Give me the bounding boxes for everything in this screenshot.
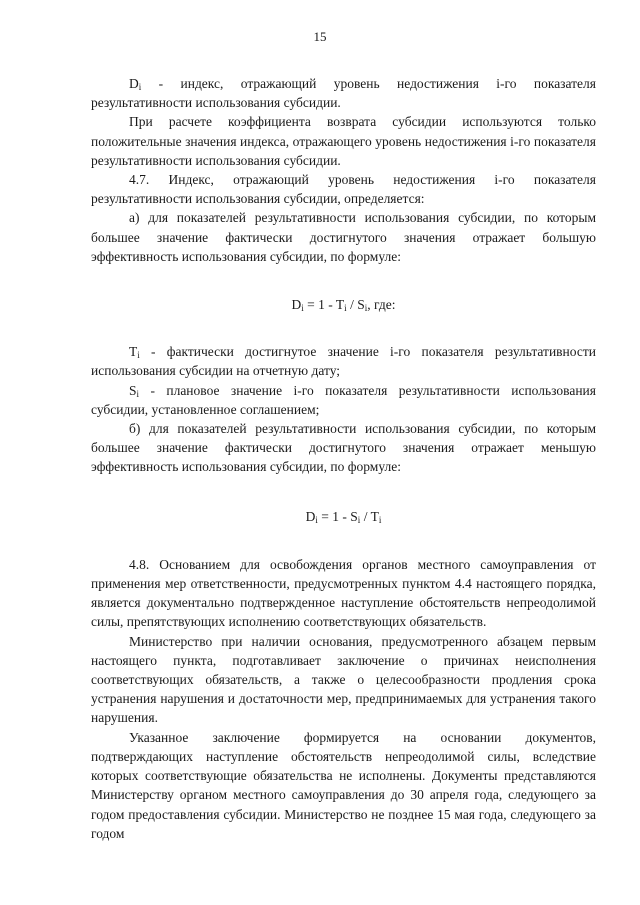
- paragraph-coefficient-note: При расчете коэффициента возврата субсидии используются только положительные значения индекса, отражающего уровень недостижения i-го показателя результативности использования субсидии.: [91, 114, 596, 168]
- formula-2-s-sub: i: [357, 514, 361, 525]
- formula-2-d: D: [305, 508, 316, 524]
- formula-2-t: T: [370, 508, 379, 524]
- paragraph-documents: Указанное заключение формируется на основании документов, подтверждающих наступление обстоятельств непреодолимой силы, вследствие которых соответствующие обязательства не исполнены. Документы представляются Министерству органом местного самоуправления до 30 апреля года, следующего за годом предоставления субсидии. Министерство не позднее 15 мая года, следующего за годом: [91, 729, 596, 841]
- formula-2-d-sub: i: [315, 514, 318, 525]
- paragraph-4-7-a: а) для показателей результативности использования субсидии, по которым большее значение фактически достигнутого значения отражает большую эффективность использования субсидии, по формуле:: [91, 210, 596, 264]
- formula-1-s-sub: i: [364, 303, 368, 314]
- formula-2: [91, 507, 596, 526]
- page-number: 15: [313, 29, 327, 44]
- paragraph-4-7: 4.7. Индекс, отражающий уровень недостижения i-го показателя результативности использования субсидии, определяется:: [91, 172, 596, 207]
- formula-2-s: S: [350, 508, 358, 524]
- formula-1-t: T: [335, 297, 345, 313]
- formula-1: [91, 295, 596, 314]
- formula-2-eq: = 1 -: [317, 508, 351, 524]
- formula-1-div: /: [346, 297, 358, 313]
- formula-2-t-sub: i: [378, 514, 382, 525]
- definition-si: $S_i$ - плановое значение i-го показателя результативности использования субсидии, установленное соглашением;: [91, 382, 596, 417]
- formula-1-eq: = 1 -: [303, 297, 336, 313]
- formula-1-d-sub: i: [301, 303, 304, 314]
- formula-1-d: D: [291, 297, 302, 313]
- formula-1-t-sub: i: [344, 303, 347, 314]
- formula-2-div: /: [360, 508, 371, 524]
- definition-ti: $T_i$ - фактически достигнутое значение i-го показателя результативности использования субсидии на отчетную дату;: [91, 344, 596, 379]
- formula-1-tail: , где:: [367, 297, 396, 313]
- paragraph-ministry-conclusion: Министерство при наличии основания, предусмотренного абзацем первым настоящего пункта, подготавливает заключение о причинах неисполнения соответствующих обязательств, а также о целесообразности продления срока устранения нарушения и достаточности мер, предпринимаемых для устранения такого нарушения.: [91, 633, 596, 726]
- paragraph-4-7-b: б) для показателей результативности использования субсидии, по которым большее значение фактически достигнутого значения отражает меньшую эффективность использования субсидии, по формуле:: [91, 421, 596, 475]
- document-body: [91, 74, 596, 843]
- paragraph-di-definition: $D_i$ - индекс, отражающий уровень недостижения i-го показателя результативности использования субсидии.: [91, 76, 596, 111]
- paragraph-4-8: 4.8. Основанием для освобождения органов местного самоуправления от применения мер ответственности, предусмотренных пунктом 4.4 настоящего порядка, является документально подтвержденное наступление обстоятельств непреодолимой силы, препятствующих исполнению соответствующих обязательств.: [91, 556, 596, 630]
- formula-1-s: S: [357, 297, 365, 313]
